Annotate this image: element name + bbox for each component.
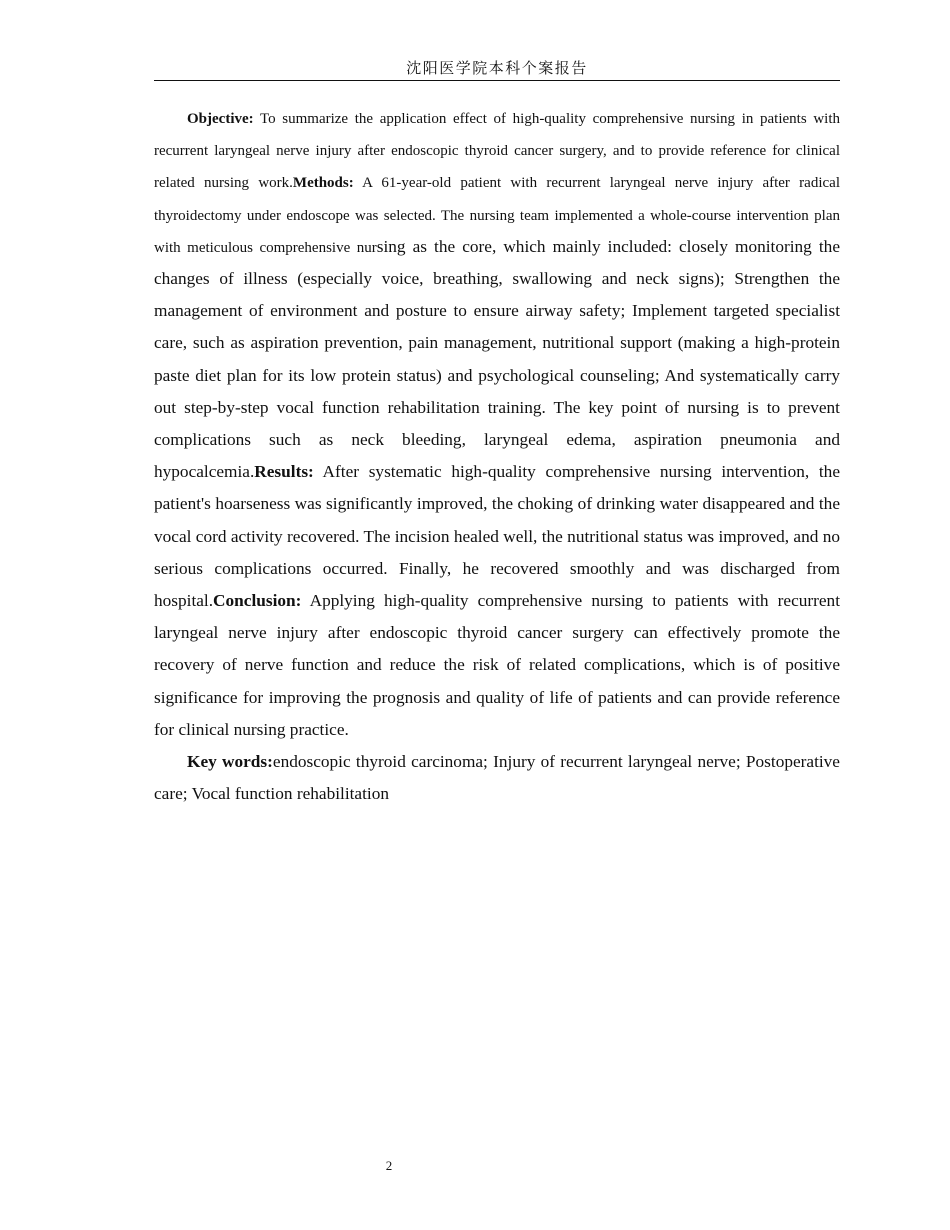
- page-header: [154, 58, 840, 81]
- objective-text: To summarize the application effect of high-quality comprehensive nursing in patients with recurrent laryngeal nerve injury after endoscopic thyroid cancer surgery, and to provide reference for clinical related nursing work.: [154, 111, 840, 192]
- conclusion-text: Applying high-quality comprehensive nursing to patients with recurrent laryngeal nerve injury after endoscopic thyroid cancer surgery can effectively promote the recovery of nerve function and reduce the risk of related complications, which is of positive significance for improving the prognosis and quality of life of patients and can provide reference for clinical nursing practice.: [154, 591, 840, 739]
- conclusion-label: Conclusion:: [213, 591, 302, 611]
- keywords-label: Key words:: [187, 752, 273, 772]
- page-number: 2: [385, 1158, 393, 1173]
- abstract-paragraph: [154, 102, 840, 746]
- keywords-text: endoscopic thyroid carcinoma; Injury of recurrent laryngeal nerve; Postoperative care; Vocal function rehabilitation: [154, 752, 840, 804]
- header-title: 沈阳医学院本科个案报告: [406, 59, 588, 77]
- results-text: After systematic high-quality comprehensive nursing intervention, the patient's hoarseness was significantly improved, the choking of drinking water disappeared and the vocal cord activity recovered. The incision healed well, the nutritional status was improved, and no serious complications occurred. Finally, he recovered smoothly and was discharged from hospital.: [154, 462, 840, 611]
- results-label: Results:: [254, 462, 314, 482]
- methods-label: Methods:: [292, 175, 354, 192]
- keywords-paragraph: [154, 746, 840, 810]
- methods-text: sing as the core, which mainly included: closely monitoring the changes of illness (especially voice, breathing, swallowing and neck signs); Strengthen the management of environment and posture to ensure airway safety; Implement targeted specialist care, such as aspiration prevention, pain management, nutritional support (making a high-protein paste diet plan for its low protein status) and psychological counseling; And systematically carry out step-by-step vocal function rehabilitation training. The key point of nursing is to prevent complications such as neck bleeding, laryngeal edema, aspiration pneumonia and hypocalcemia.: [154, 236, 840, 482]
- document-body: [154, 102, 840, 810]
- objective-label: Objective:: [187, 111, 254, 127]
- methods-text-small: A 61-year-old patient with recurrent laryngeal nerve injury after radical thyroidectomy under endoscope was selected. The nursing team implemented a whole-course intervention plan with meticulous comprehensive nur: [154, 175, 840, 256]
